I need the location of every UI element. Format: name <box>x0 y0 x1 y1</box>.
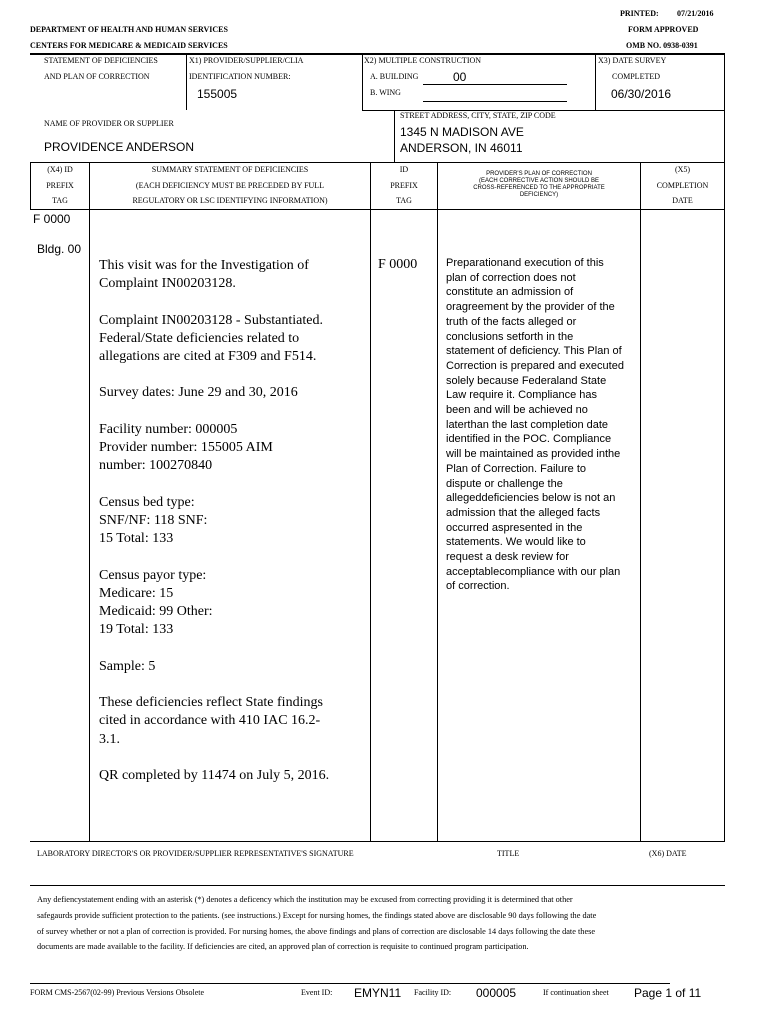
top-box-border <box>30 53 725 55</box>
summary-header-2: (EACH DEFICIENCY MUST BE PRECEDED BY FULL <box>135 181 325 190</box>
col-divider-3 <box>437 162 438 842</box>
address-label: STREET ADDRESS, CITY, STATE, ZIP CODE <box>400 111 556 120</box>
title-label: TITLE <box>497 849 520 858</box>
event-id-label: Event ID: <box>301 988 333 997</box>
summary-para-4: Facility number: 000005 Provider number: 155005 AIM number: 100270840 <box>99 421 273 474</box>
id-header-1: ID <box>399 165 409 174</box>
col-divider-1 <box>89 162 90 842</box>
poc-header-1: PROVIDER'S PLAN OF CORRECTION <box>486 171 592 177</box>
summary-header-3: REGULATORY OR LSC IDENTIFYING INFORMATION) <box>132 196 328 205</box>
building-tag: Bldg. 00 <box>37 242 82 256</box>
x3-label-1: X3) DATE SURVEY <box>598 56 667 65</box>
summary-para-5: Census bed type: SNF/NF: 118 SNF: 15 Total: 133 <box>99 494 208 547</box>
form-number: FORM CMS-2567(02-99) Previous Versions Obsolete <box>30 988 205 997</box>
summary-statement <box>99 257 361 785</box>
x5-header-1: (X5) <box>674 165 691 174</box>
plan-of-correction: Preparationand execution of this plan of correction does not constitute an admission of oragreement by the provider of the truth of the facts alleged or conclusions setforth in the statement of deficiency. This Plan of Correction is prepared and executed solely because Federaland State Law require it. Compliance has been and will be achieved no laterthan the last completion date identified in the POC. Compliance will be maintained as provided inthe Plan of Correction. Failure to dispute or challenge the allegeddeficiencies below is not an admission that the alleged facts occurred aspresented in the statements. We would like to request a desk review for acceptablecompliance with our plan of correction. <box>446 257 624 593</box>
x1-label-2: IDENTIFICATION NUMBER: <box>189 72 291 81</box>
x5-header-2: COMPLETION <box>656 181 709 190</box>
divider-x2 <box>362 53 363 110</box>
body-bottom-line <box>30 841 725 842</box>
address-line-1: 1345 N MADISON AVE <box>400 125 524 139</box>
poc-header-4: DEFICIENCY) <box>519 192 559 198</box>
page-number: Page 1 of 11 <box>634 986 702 1000</box>
x2-label: X2) MULTIPLE CONSTRUCTION <box>364 56 482 65</box>
x6-date-label: (X6) DATE <box>649 849 687 858</box>
statement-label-1: STATEMENT OF DEFICIENCIES <box>44 56 158 65</box>
survey-date-value: 06/30/2016 <box>611 87 672 101</box>
x1-label-1: X1) PROVIDER/SUPPLIER/CLIA <box>189 56 304 65</box>
row-divider-2 <box>30 162 725 163</box>
divider-x1 <box>186 53 187 110</box>
facility-id-label: Facility ID: <box>414 988 452 997</box>
facility-id-value: 000005 <box>476 986 517 1000</box>
col-divider-2 <box>370 162 371 842</box>
x4-header-3: TAG <box>52 196 68 205</box>
signature-line <box>30 885 725 886</box>
signature-label: LABORATORY DIRECTOR'S OR PROVIDER/SUPPLIER REPRESENTATIVE'S SIGNATURE <box>37 849 354 858</box>
provider-name-label: NAME OF PROVIDER OR SUPPLIER <box>44 119 174 128</box>
summary-para-8: These deficiencies reflect State findings cited in accordance with 410 IAC 16.2-3.1. <box>99 695 323 747</box>
summary-header-1: SUMMARY STATEMENT OF DEFICIENCIES <box>151 165 309 174</box>
continuation-label: If continuation sheet <box>543 988 609 997</box>
printed-label: PRINTED: <box>620 9 659 18</box>
provider-id-value: 155005 <box>197 87 238 101</box>
id-prefix-tag: F 0000 <box>378 257 418 272</box>
summary-para-3: Survey dates: June 29 and 30, 2016 <box>99 385 298 401</box>
header-bottom-line <box>30 209 725 210</box>
x3-label-2: COMPLETED <box>612 72 660 81</box>
x4-header-1: (X4) ID <box>47 165 73 174</box>
provider-name: PROVIDENCE ANDERSON <box>44 140 195 154</box>
wing-underline <box>423 101 567 102</box>
id-header-3: TAG <box>396 196 412 205</box>
poc-header-3: CROSS-REFERENCED TO THE APPROPRIATE <box>473 185 605 191</box>
poc-header-2: (EACH CORRECTIVE ACTION SHOULD BE <box>478 178 600 184</box>
summary-para-2: Complaint IN00203128 - Substantiated. Federal/State deficiencies related to allegations are cited at F309 and F514. <box>99 312 323 365</box>
summary-para-7: Sample: 5 <box>99 658 156 674</box>
printed-date: 07/21/2016 <box>677 9 714 18</box>
x5-header-3: DATE <box>672 196 693 205</box>
footnote-line <box>30 983 670 984</box>
event-id-value: EMYN11 <box>354 986 402 1000</box>
right-border-body <box>724 162 725 842</box>
cms-title: CENTERS FOR MEDICARE & MEDICAID SERVICES <box>30 41 228 50</box>
right-border-top <box>724 53 725 162</box>
x4-header-2: PREFIX <box>46 181 74 190</box>
summary-para-9: QR completed by 11474 on July 5, 2016. <box>99 767 330 783</box>
building-value: 00 <box>453 70 467 84</box>
footnote: Any defiencystatement ending with an asterisk (*) denotes a deficency which the institution may be excused from correcting providing it is determined that other safegaurds provide sufficient protection to the patients. (see instructions.) Except for nursing homes, the findings stated above are disclosable 90 days following the date of survey whether or not a plan of correction is provided. For nursing homes, the above findings and plans of correction are disclosable 14 days following the date these documents are made available to the facility. If deficiencies are cited, an approved plan of correction is requisite to continued program participation. <box>37 895 597 952</box>
form-approved: FORM APPROVED <box>628 25 699 34</box>
left-tag: F 0000 <box>33 212 71 226</box>
divider-address <box>394 110 395 162</box>
id-header-2: PREFIX <box>390 181 418 190</box>
col-divider-4 <box>640 162 641 842</box>
building-underline <box>423 84 567 85</box>
omb-number: OMB NO. 0938-0391 <box>626 41 698 50</box>
department-title: DEPARTMENT OF HEALTH AND HUMAN SERVICES <box>30 25 228 34</box>
summary-para-1: This visit was for the Investigation of Complaint IN00203128. <box>99 258 309 292</box>
wing-label: B. WING <box>370 88 401 97</box>
divider-x3 <box>595 53 596 110</box>
address-line-2: ANDERSON, IN 46011 <box>400 141 523 155</box>
summary-para-6: Census payor type: Medicare: 15 Medicaid: 99 Other: 19 Total: 133 <box>99 567 213 638</box>
building-label: A. BUILDING <box>370 72 419 81</box>
statement-label-2: AND PLAN OF CORRECTION <box>44 72 150 81</box>
